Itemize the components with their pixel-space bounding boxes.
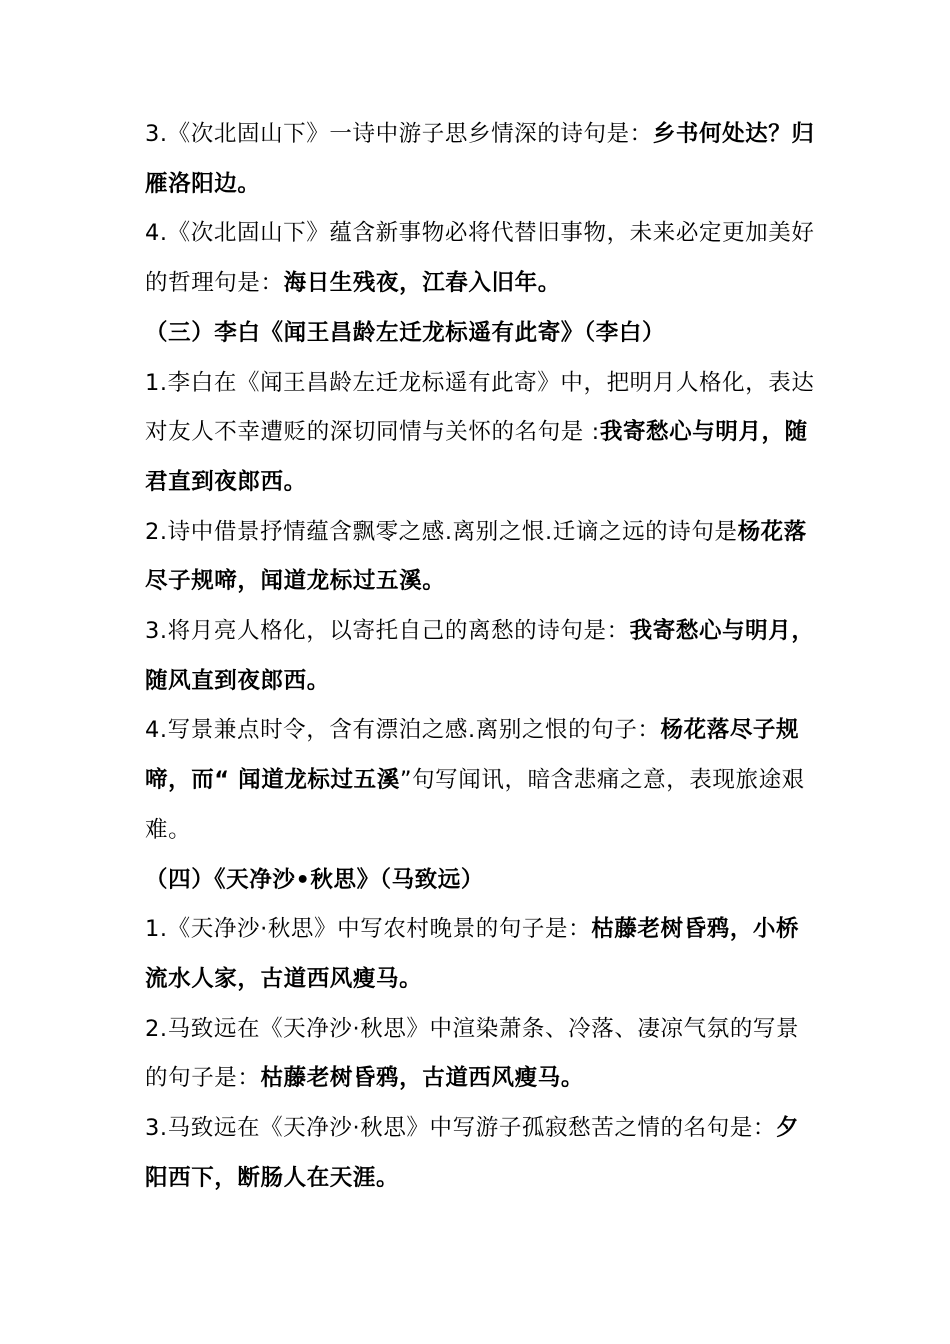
answer-text: 我寄愁心与明月，随君直到夜郎西。: [145, 419, 808, 495]
answer-text: 夕阳西下，断肠人在天涯。: [145, 1115, 800, 1191]
answer-text: 我寄愁心与明月，随风直到夜郎西。: [145, 618, 815, 694]
list-item: [145, 905, 815, 1004]
list-item: [145, 110, 815, 209]
list-item: [145, 209, 815, 308]
answer-text: 杨花落尽子规啼，而“ 闻道龙标过五溪: [145, 717, 800, 794]
list-item: [145, 607, 815, 706]
question-text: 2.诗中借景抒情蕴含飘零之感.离别之恨.迁谪之远的诗句是: [145, 518, 738, 545]
answer-text: 枯藤老树昏鸦，小桥流水人家，古道西风瘦马。: [145, 916, 800, 992]
question-text: 3.《次北固山下》一诗中游子思乡情深的诗句是：: [145, 121, 653, 147]
list-item: [145, 706, 815, 855]
section-heading: （三）李白《闻王昌龄左迁龙标遥有此寄》（李白）: [145, 319, 666, 346]
document-body: [145, 110, 815, 1203]
list-item: [145, 508, 815, 607]
answer-text: 杨花落尽子规啼，闻道龙标过五溪。: [145, 518, 807, 595]
answer-text: 枯藤老树昏鸦，古道西风瘦马。: [260, 1065, 584, 1092]
question-text: 3.马致远在《天净沙·秋思》中写游子孤寂愁苦之情的名句是：: [145, 1115, 777, 1142]
answer-text: 乡书何处达？归雁洛阳边。: [145, 121, 815, 197]
question-text: 2.马致远在《天净沙·秋思》中渲染萧条、冷落、凄凉气氛的写景的句子是：: [145, 1015, 800, 1092]
answer-text: 海日生残夜，江春入旧年。: [283, 270, 561, 297]
question-text: 1.李白在《闻王昌龄左迁龙标遥有此寄》中，把明月人格化，表达对友人不幸遭贬的深切同情与关怀的名句是 :: [145, 369, 815, 446]
list-item: [145, 1104, 815, 1203]
question-text: 3.将月亮人格化，以寄托自己的离愁的诗句是：: [145, 618, 630, 645]
question-text: 4.写景兼点时令，含有漂泊之感.离别之恨的句子：: [145, 717, 661, 744]
list-item: [145, 359, 815, 508]
trailing-text: ”句写闻讯，暗含悲痛之意，表现旅途艰难。: [145, 767, 805, 843]
list-item: [145, 1005, 815, 1104]
question-text: 1.《天净沙·秋思》中写农村晚景的句子是：: [145, 916, 592, 943]
question-text: 4.《次北固山下》蕴含新事物必将代替旧事物，未来必定更加美好的哲理句是：: [145, 220, 815, 297]
section-heading: （四）《天净沙•秋思》（马致远）: [145, 866, 484, 893]
